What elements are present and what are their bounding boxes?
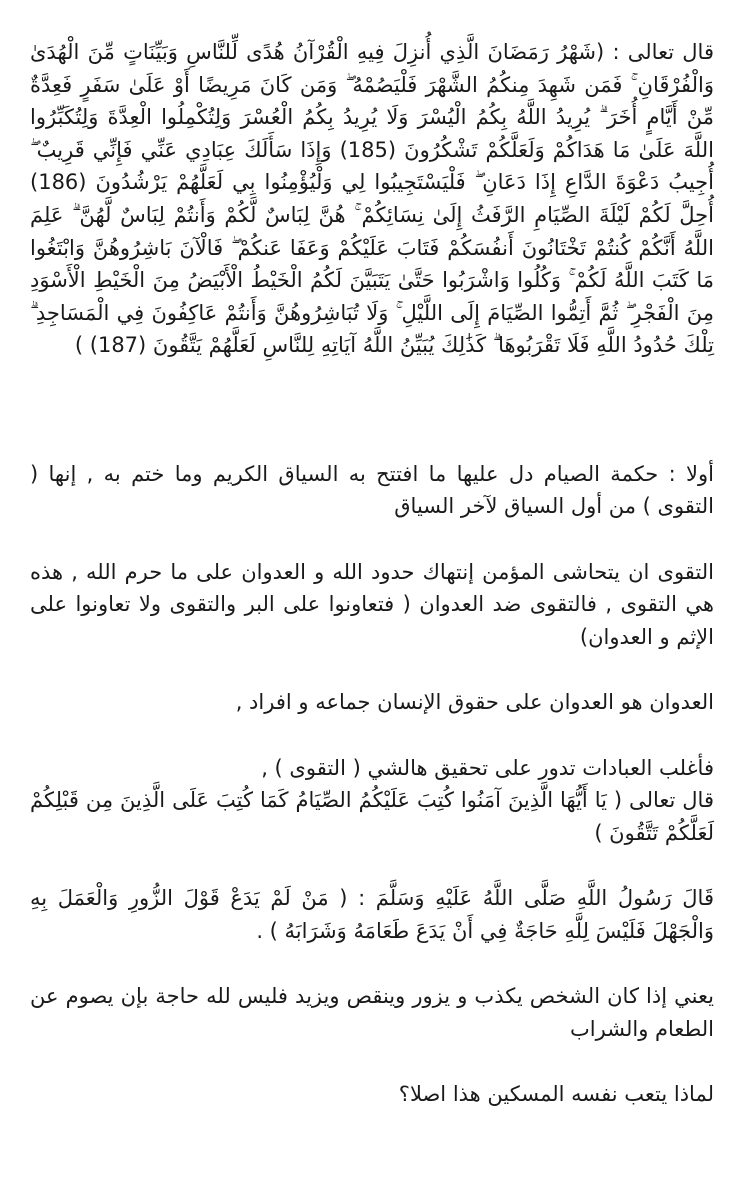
taqwa-definition-paragraph: التقوى ان يتحاشى المؤمن إنتهاك حدود الله و العدوان على ما حرم الله , هذه هي التقوى , فالتقوى ضد العدوان ( فتعاونوا على البر والتقوى ولا تعاونوا على الإثم و العدوان) [30,559,714,649]
first-point-paragraph: أولا : حكمة الصيام دل عليها ما افتتح به السياق الكريم وما ختم به , إنها ( التقوى ) من أول السياق لآخر السياق [30,461,714,519]
hadith-explanation-paragraph: يعني إذا كان الشخص يكذب و يزور وينقص ويزيد فليس لله حاجة بإن يصوم عن الطعام والشراب [30,984,714,1041]
worship-purpose-paragraph: فأغلب العبادات تدور على تحقيق هالشي ( التقوى ) , قال تعالى ( يَا أَيُّهَا الَّذِينَ آمَنُوا كُتِبَ عَلَيْكُمُ الصِّيَامُ كَمَا كُتِبَ عَلَى الَّذِينَ مِن قَبْلِكُمْ لَعَلَّكُمْ تَتَّقُونَ ) [30,755,714,845]
quran-verses-paragraph: قال تعالى : (شَهْرُ رَمَضَانَ الَّذِي أُنزِلَ فِيهِ الْقُرْآنُ هُدًى لِّلنَّاسِ وَبَيِّنَاتٍ مِّنَ الْهُدَىٰ وَالْفُرْقَانِ ۚ فَمَن شَهِدَ مِنكُمُ الشَّهْرَ فَلْيَصُمْهُ ۖ وَمَن كَانَ مَرِيضًا أَوْ عَلَىٰ سَفَرٍ فَعِدَّةٌ مِّنْ أَيَّامٍ أُخَرَ ۗ يُرِيدُ اللَّهُ بِكُمُ الْيُسْرَ وَلَا يُرِيدُ بِكُمُ الْعُسْرَ وَلِتُكْمِلُوا الْعِدَّةَ وَلِتُكَبِّرُوا اللَّهَ عَلَىٰ مَا هَدَاكُمْ وَلَعَلَّكُمْ تَشْكُرُونَ (185) وَإِذَا سَأَلَكَ عِبَادِي عَنِّي فَإِنِّي قَرِيبٌ ۖ أُجِيبُ دَعْوَةَ الدَّاعِ إِذَا دَعَانِ ۖ فَلْيَسْتَجِيبُوا لِي وَلْيُؤْمِنُوا بِي لَعَلَّهُمْ يَرْشُدُونَ (186) أُحِلَّ لَكُمْ لَيْلَةَ الصِّيَامِ الرَّفَثُ إِلَىٰ نِسَائِكُمْ ۚ هُنَّ لِبَاسٌ لَّكُمْ وَأَنتُمْ لِبَاسٌ لَّهُنَّ ۗ عَلِمَ اللَّهُ أَنَّكُمْ كُنتُمْ تَخْتَانُونَ أَنفُسَكُمْ فَتَابَ عَلَيْكُمْ وَعَفَا عَنكُمْ ۖ فَالْآنَ بَاشِرُوهُنَّ وَابْتَغُوا مَا كَتَبَ اللَّهُ لَكُمْ ۚ وَكُلُوا وَاشْرَبُوا حَتَّىٰ يَتَبَيَّنَ لَكُمُ الْخَيْطُ الْأَبْيَضُ مِنَ الْخَيْطِ الْأَسْوَدِ مِنَ الْفَجْرِ ۖ ثُمَّ أَتِمُّوا الصِّيَامَ إِلَى اللَّيْلِ ۚ وَلَا تُبَاشِرُوهُنَّ وَأَنتُمْ عَاكِفُونَ فِي الْمَسَاجِدِ ۗ تِلْكَ حُدُودُ اللَّهِ فَلَا تَقْرَبُوهَا ۗ كَذَٰلِكَ يُبَيِّنُ اللَّهُ آيَاتِهِ لِلنَّاسِ لَعَلَّهُمْ يَتَّقُونَ (187) ) [30,40,714,358]
aggression-definition-paragraph: العدوان هو العدوان على حقوق الإنسان جماعه و افراد , [235,690,714,715]
hadith-paragraph: قَالَ رَسُولُ اللَّهِ صَلَّى اللَّهُ عَلَيْهِ وَسَلَّمَ : ( مَنْ لَمْ يَدَعْ قَوْلَ الزُّورِ وَالْعَمَلَ بِهِ وَالْجَهْلَ فَلَيْسَ لِلَّهِ حَاجَةٌ فِي أَنْ يَدَعَ طَعَامَهُ وَشَرَابَهُ ) . [30,886,714,943]
closing-question-paragraph: لماذا يتعب نفسه المسكين هذا اصلا؟ [398,1082,714,1107]
